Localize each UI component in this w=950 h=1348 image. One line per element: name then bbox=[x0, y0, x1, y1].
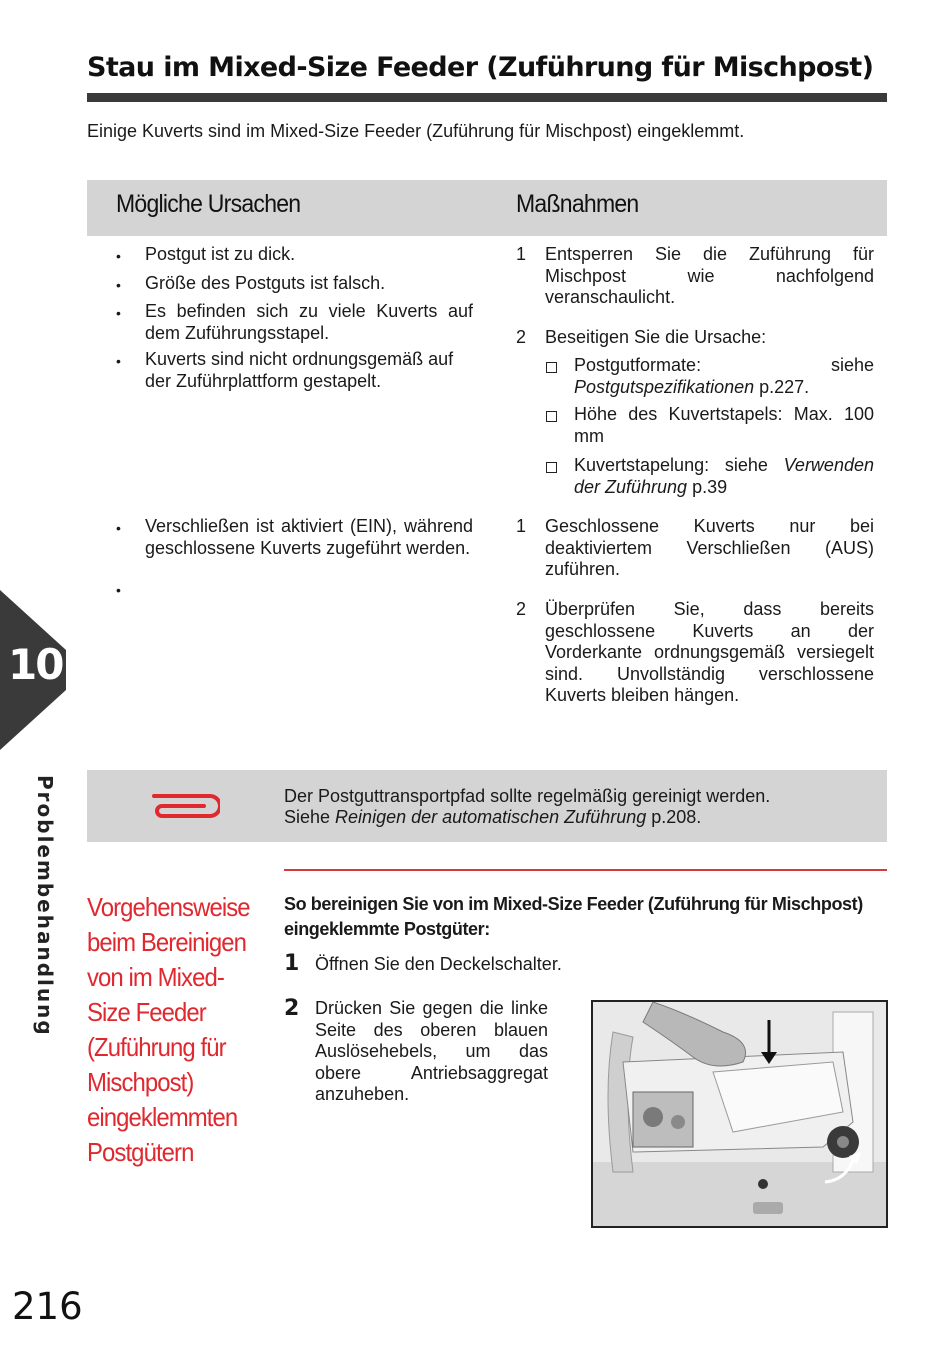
action-text: Überprüfen Sie, dass bereits geschlossene Kuverts an der Vorderkante ordnungsgemäß versiegelt sind. Unvollständig verschlossene Kuverts bleiben hängen. bbox=[545, 599, 874, 705]
cause-item: Postgut ist zu dick. bbox=[145, 244, 296, 264]
checkbox-icon bbox=[546, 462, 557, 473]
page-number: 216 bbox=[12, 1285, 83, 1328]
feeder-illustration bbox=[593, 1002, 886, 1226]
action-text: Entsperren Sie die Zuführung für Mischpost wie nachfolgend veranschaulicht. bbox=[545, 244, 874, 307]
bullet: • bbox=[116, 353, 121, 369]
bullet: • bbox=[116, 520, 121, 536]
sub-action: Höhe des Kuvertstapels: Max. 100 mm bbox=[574, 404, 874, 446]
bullet: • bbox=[116, 248, 121, 264]
note-text bbox=[284, 786, 770, 828]
checkbox-icon bbox=[546, 411, 557, 422]
step-number: 2 bbox=[284, 996, 300, 1021]
actions-heading: Maßnahmen bbox=[516, 190, 639, 218]
step-number: 1 bbox=[284, 951, 300, 976]
action-number: 1 bbox=[516, 244, 527, 264]
chapter-number: 10 bbox=[8, 640, 63, 689]
sub-action: Postgutformate: siehe Postgutspezifikationen p.227. bbox=[574, 355, 874, 397]
intro-text: Einige Kuverts sind im Mixed-Size Feeder (Zuführung für Mischpost) eingeklemmt. bbox=[87, 121, 745, 141]
checkbox-icon bbox=[546, 362, 557, 373]
paperclip-icon bbox=[148, 790, 220, 822]
note-link[interactable]: Reinigen der automatischen Zuführung bbox=[335, 807, 647, 827]
action-text: Beseitigen Sie die Ursache: bbox=[545, 327, 767, 347]
action-number: 1 bbox=[516, 516, 527, 536]
cause-item: Verschließen ist aktiviert (EIN), während geschlossene Kuverts zugeführt werden. bbox=[145, 516, 473, 558]
chapter-label: Problembehandlung bbox=[33, 775, 57, 1037]
note-line2: Siehe Reinigen der automatischen Zuführung p.208. bbox=[284, 807, 702, 827]
feeder-photo bbox=[591, 1000, 888, 1228]
action-number: 2 bbox=[516, 599, 527, 619]
bullet: • bbox=[116, 277, 121, 293]
page-title: Stau im Mixed-Size Feeder (Zuführung für Mischpost) bbox=[87, 52, 874, 83]
action-text: Geschlossene Kuverts nur bei deaktiviertem Verschließen (AUS) zuführen. bbox=[545, 516, 874, 579]
procedure-heading: So bereinigen Sie von im Mixed-Size Feeder (Zuführung für Mischpost) eingeklemmte Postgüter: bbox=[284, 894, 863, 939]
procedure-title: Vorgehensweise beim Bereinigen von im Mixed-Size Feeder (Zuführung für Mischpost) eingeklemmten Postgütern bbox=[87, 892, 250, 1167]
sub-action: Kuvertstapelung: siehe Verwenden der Zuführung p.39 bbox=[574, 455, 874, 497]
red-rule bbox=[284, 869, 887, 871]
cause-item: Es befinden sich zu viele Kuverts auf dem Zuführungsstapel. bbox=[145, 301, 473, 343]
cause-item: Größe des Postguts ist falsch. bbox=[145, 273, 386, 293]
title-rule bbox=[87, 93, 887, 102]
cause-item: Kuverts sind nicht ordnungsgemäß auf der Zuführplattform gestapelt. bbox=[145, 349, 454, 391]
step-text: Drücken Sie gegen die linke Seite des oberen blauen Auslösehebels, um das obere Antriebsaggregat anzuheben. bbox=[315, 998, 548, 1104]
step-text: Öffnen Sie den Deckelschalter. bbox=[315, 954, 562, 974]
causes-heading: Mögliche Ursachen bbox=[116, 190, 301, 218]
bullet: • bbox=[116, 582, 121, 598]
action-number: 2 bbox=[516, 327, 527, 347]
bullet: • bbox=[116, 305, 121, 321]
note-line1: Der Postguttransportpfad sollte regelmäßig gereinigt werden. bbox=[284, 786, 771, 806]
